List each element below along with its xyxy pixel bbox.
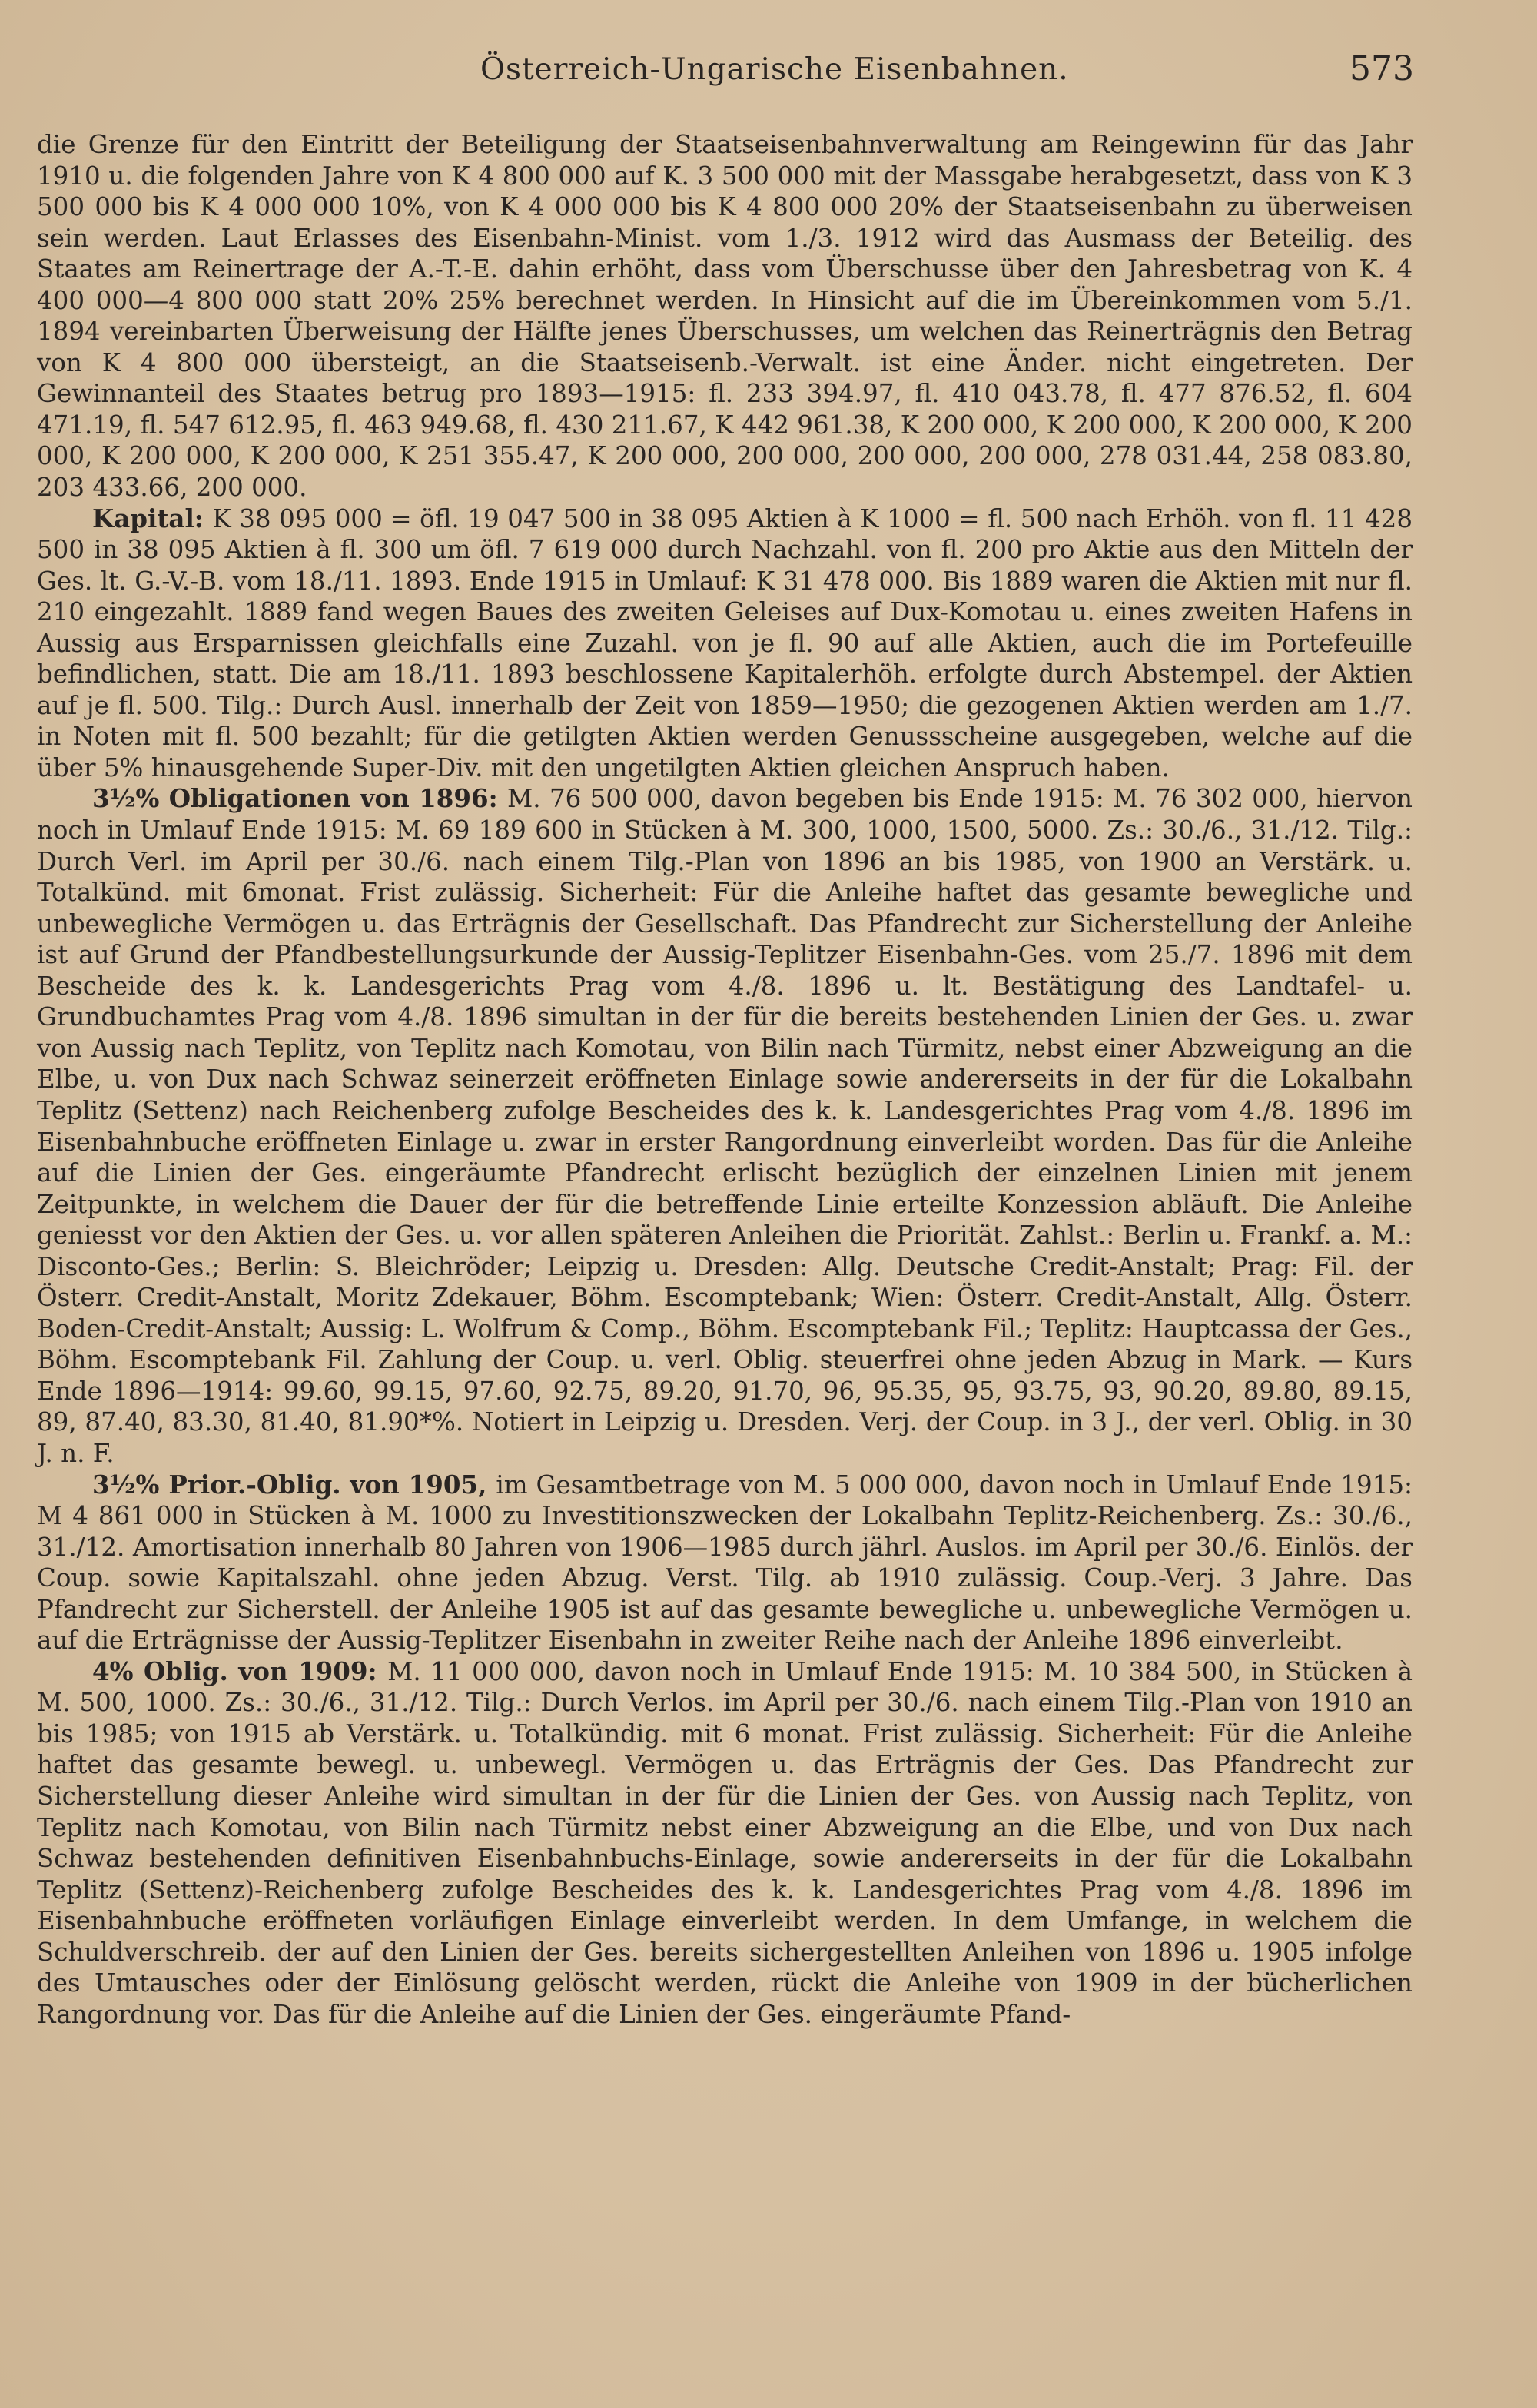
paragraph-text: K 38 095 000 = öfl. 19 047 500 in 38 095 Aktien à K 1000 = fl. 500 nach Erhöh. von fl. 11 428 500 in 38 095 Aktien à fl. 300 um öfl. 7 619 000 durch Nachzahl. von fl. 200 pro Aktie aus den Mitteln der Ges. lt. G.-V.-B. vom 18./11. 1893. Ende 1915 in Umlauf: K 31 478 000. Bis 1889 waren die Aktien mit nur fl. 210 eingezahlt. 1889 fand wegen Baues des zweiten Geleises auf Dux-Komotau u. eines zweiten Hafens in Aussig aus Ersparnissen gleichfalls eine Zuzahl. von je fl. 90 auf alle Aktien, auch die im Portefeuille befindlichen, statt. Die am 18./11. 1893 beschlossene Kapitalerhöh. erfolgte durch Abstempel. der Aktien auf je fl. 500. Tilg.: Durch Ausl. innerhalb der Zeit von 1859—1950; die gezogenen Aktien werden am 1./7. in Noten mit fl. 500 bezahlt; für die getilgten Aktien werden Genussscheine ausgegeben, welche auf die über 5% hinausgehende Super-Div. mit den ungetilgten Aktien gleichen Anspruch haben. <box>37 503 1413 782</box>
paragraph-profit-share <box>37 129 1413 503</box>
paragraph-text: M. 76 500 000, davon begeben bis Ende 1915: M. 76 302 000, hiervon noch in Umlauf Ende 1915: M. 69 189 600 in Stücken à M. 300, 1000, 1500, 5000. Zs.: 30./6., 31./12. Tilg.: Durch Verl. im April per 30./6. nach einem Tilg.-Plan von 1896 an bis 1985, von 1900 an Verstärk. u. Totalkünd. mit 6monat. Frist zulässig. Sicherheit: Für die Anleihe haftet das gesamte bewegliche und unbewegliche Vermögen u. das Erträgnis der Gesellschaft. Das Pfandrecht zur Sicherstellung der Anleihe ist auf Grund der Pfandbestellungsurkunde der Aussig-Teplitzer Eisenbahn-Ges. vom 25./7. 1896 mit dem Bescheide des k. k. Landesgerichts Prag vom 4./8. 1896 u. lt. Bestätigung des Landtafel- u. Grundbuchamtes Prag vom 4./8. 1896 simultan in der für die bereits bestehenden Linien der Ges. u. zwar von Aussig nach Teplitz, von Teplitz nach Komotau, von Bilin nach Türmitz, nebst einer Abzweigung an die Elbe, u. von Dux nach Schwaz seinerzeit eröffneten Einlage sowie andererseits in der für die Lokalbahn Teplitz (Settenz) nach Reichenberg zufolge Bescheides des k. k. Landesgerichtes Prag vom 4./8. 1896 im Eisenbahnbuche eröffneten Einlage u. zwar in erster Rangordnung einverleibt worden. Das für die Anleihe auf die Linien der Ges. eingeräumte Pfandrecht erlischt bezüglich der einzelnen Linien mit jenem Zeitpunkte, in welchem die Dauer der für die betreffende Linie erteilte Konzession abläuft. Die Anleihe geniesst vor den Aktien der Ges. u. vor allen späteren Anleihen die Priorität. Zahlst.: Berlin u. Frankf. a. M.: Disconto-Ges.; Berlin: S. Bleichröder; Leipzig u. Dresden: Allg. Deutsche Credit-Anstalt; Prag: Fil. der Österr. Credit-Anstalt, Moritz Zdekauer, Böhm. Escomptebank; Wien: Österr. Credit-Anstalt, Allg. Österr. Boden-Credit-Anstalt; Aussig: L. Wolfrum & Comp., Böhm. Escomptebank Fil.; Teplitz: Hauptcassa der Ges., Böhm. Escomptebank Fil. Zahlung der Coup. u. verl. Oblig. steuerfrei ohne jeden Abzug in Mark. — Kurs Ende 1896—1914: 99.60, 99.15, 97.60, 92.75, 89.20, 91.70, 96, 95.35, 95, 93.75, 93, 90.20, 89.80, 89.15, 89, 87.40, 83.30, 81.40, 81.90*%. Notiert in Leipzig u. Dresden. Verj. der Coup. in 3 J., der verl. Oblig. in 30 J. n. F. <box>37 784 1413 1468</box>
body-text <box>37 129 1413 2030</box>
running-head <box>46 46 1414 92</box>
paragraph-text: im Gesamtbetrage von M. 5 000 000, davon noch in Umlauf Ende 1915: M 4 861 000 in Stücken à M. 1000 zu Investitionszwecken der Lokalbahn Teplitz-Reichenberg. Zs.: 30./6., 31./12. Amortisation innerhalb 80 Jahren von 1906—1985 durch jährl. Auslos. im April per 30./6. Einlös. der Coup. sowie Kapitalszahl. ohne jeden Abzug. Verst. Tilg. ab 1910 zulässig. Coup.-Verj. 3 Jahre. Das Pfandrecht zur Sicherstell. der Anleihe 1905 ist auf das gesamte bewegliche u. unbewegliche Vermögen u. auf die Erträgnisse der Aussig-Teplitzer Eisenbahn in zweiter Reihe nach der Anleihe 1896 einverleibt. <box>37 1470 1413 1656</box>
paragraph-obligations-1896 <box>37 783 1413 1469</box>
paragraph-text: die Grenze für den Eintritt der Beteiligung der Staatseisenbahnverwaltung am Reingewinn für das Jahr 1910 u. die folgenden Jahre von K 4 800 000 auf K. 3 500 000 mit der Massgabe herabgesetzt, dass von K 3 500 000 bis K 4 000 000 10%, von K 4 000 000 bis K 4 800 000 20% der Staatseisenbahn zu überweisen sein werden. Laut Erlasses des Eisenbahn-Minist. vom 1./3. 1912 wird das Ausmass der Beteilig. des Staates am Reinertrage der A.-T.-E. dahin erhöht, dass vom Überschusse über den Jahresbetrag von K. 4 400 000—4 800 000 statt 20% 25% berechnet werden. In Hinsicht auf die im Übereinkommen vom 5./1. 1894 vereinbarten Überweisung der Hälfte jenes Überschusses, um welchen das Reinerträgnis den Betrag von K 4 800 000 übersteigt, an die Staatseisenb.-Verwalt. ist eine Änder. nicht eingetreten. Der Gewinnanteil des Staates betrug pro 1893—1915: fl. 233 394.97, fl. 410 043.78, fl. 477 876.52, fl. 604 471.19, fl. 547 612.95, fl. 463 949.68, fl. 430 211.67, K 442 961.38, K 200 000, K 200 000, K 200 000, K 200 000, K 200 000, K 200 000, K 251 355.47, K 200 000, 200 000, 200 000, 200 000, 278 031.44, 258 083.80, 203 433.66, 200 000. <box>37 130 1413 503</box>
running-title: Österreich-Ungarische Eisenbahnen. <box>480 52 1069 87</box>
paragraph-oblig-1909 <box>37 1656 1413 2031</box>
section-heading: 4% Oblig. von 1909: <box>92 1656 388 1686</box>
page-number: 573 <box>1349 49 1414 88</box>
section-heading: Kapital: <box>92 503 213 533</box>
paragraph-text: M. 11 000 000, davon noch in Umlauf Ende 1915: M. 10 384 500, in Stücken à M. 500, 1000. Zs.: 30./6., 31./12. Tilg.: Durch Verlos. im April per 30./6. nach einem Tilg.-Plan von 1910 an bis 1985; von 1915 ab Verstärk. u. Totalkündig. mit 6 monat. Frist zulässig. Sicherheit: Für die Anleihe haftet das gesamte bewegl. u. unbewegl. Vermögen u. das Erträgnis der Ges. Das Pfandrecht zur Sicherstellung dieser Anleihe wird simultan in der für die Linien der Ges. von Aussig nach Teplitz, von Teplitz nach Komotau, von Bilin nach Türmitz nebst einer Abzweigung an die Elbe, und von Dux nach Schwaz bestehenden definitiven Eisenbahnbuchs-Einlage, sowie andererseits in der für die Lokalbahn Teplitz (Settenz)-Reichenberg zufolge Bescheides des k. k. Landesgerichtes Prag vom 4./8. 1896 im Eisenbahnbuche eröffneten vorläufigen Einlage einverleibt werden. In dem Umfange, in welchem die Schuldverschreib. der auf den Linien der Ges. bereits sichergestellten Anleihen von 1896 u. 1905 infolge des Umtausches oder der Einlösung gelöscht werden, rückt die Anleihe von 1909 in der bücherlichen Rangordnung vor. Das für die Anleihe auf die Linien der Ges. eingeräumte Pfand- <box>37 1656 1413 2029</box>
paragraph-prior-oblig-1905 <box>37 1470 1413 1656</box>
section-heading: 3½% Obligationen von 1896: <box>92 783 507 814</box>
section-heading: 3½% Prior.-Oblig. von 1905, <box>92 1469 496 1500</box>
paragraph-capital <box>37 503 1413 784</box>
